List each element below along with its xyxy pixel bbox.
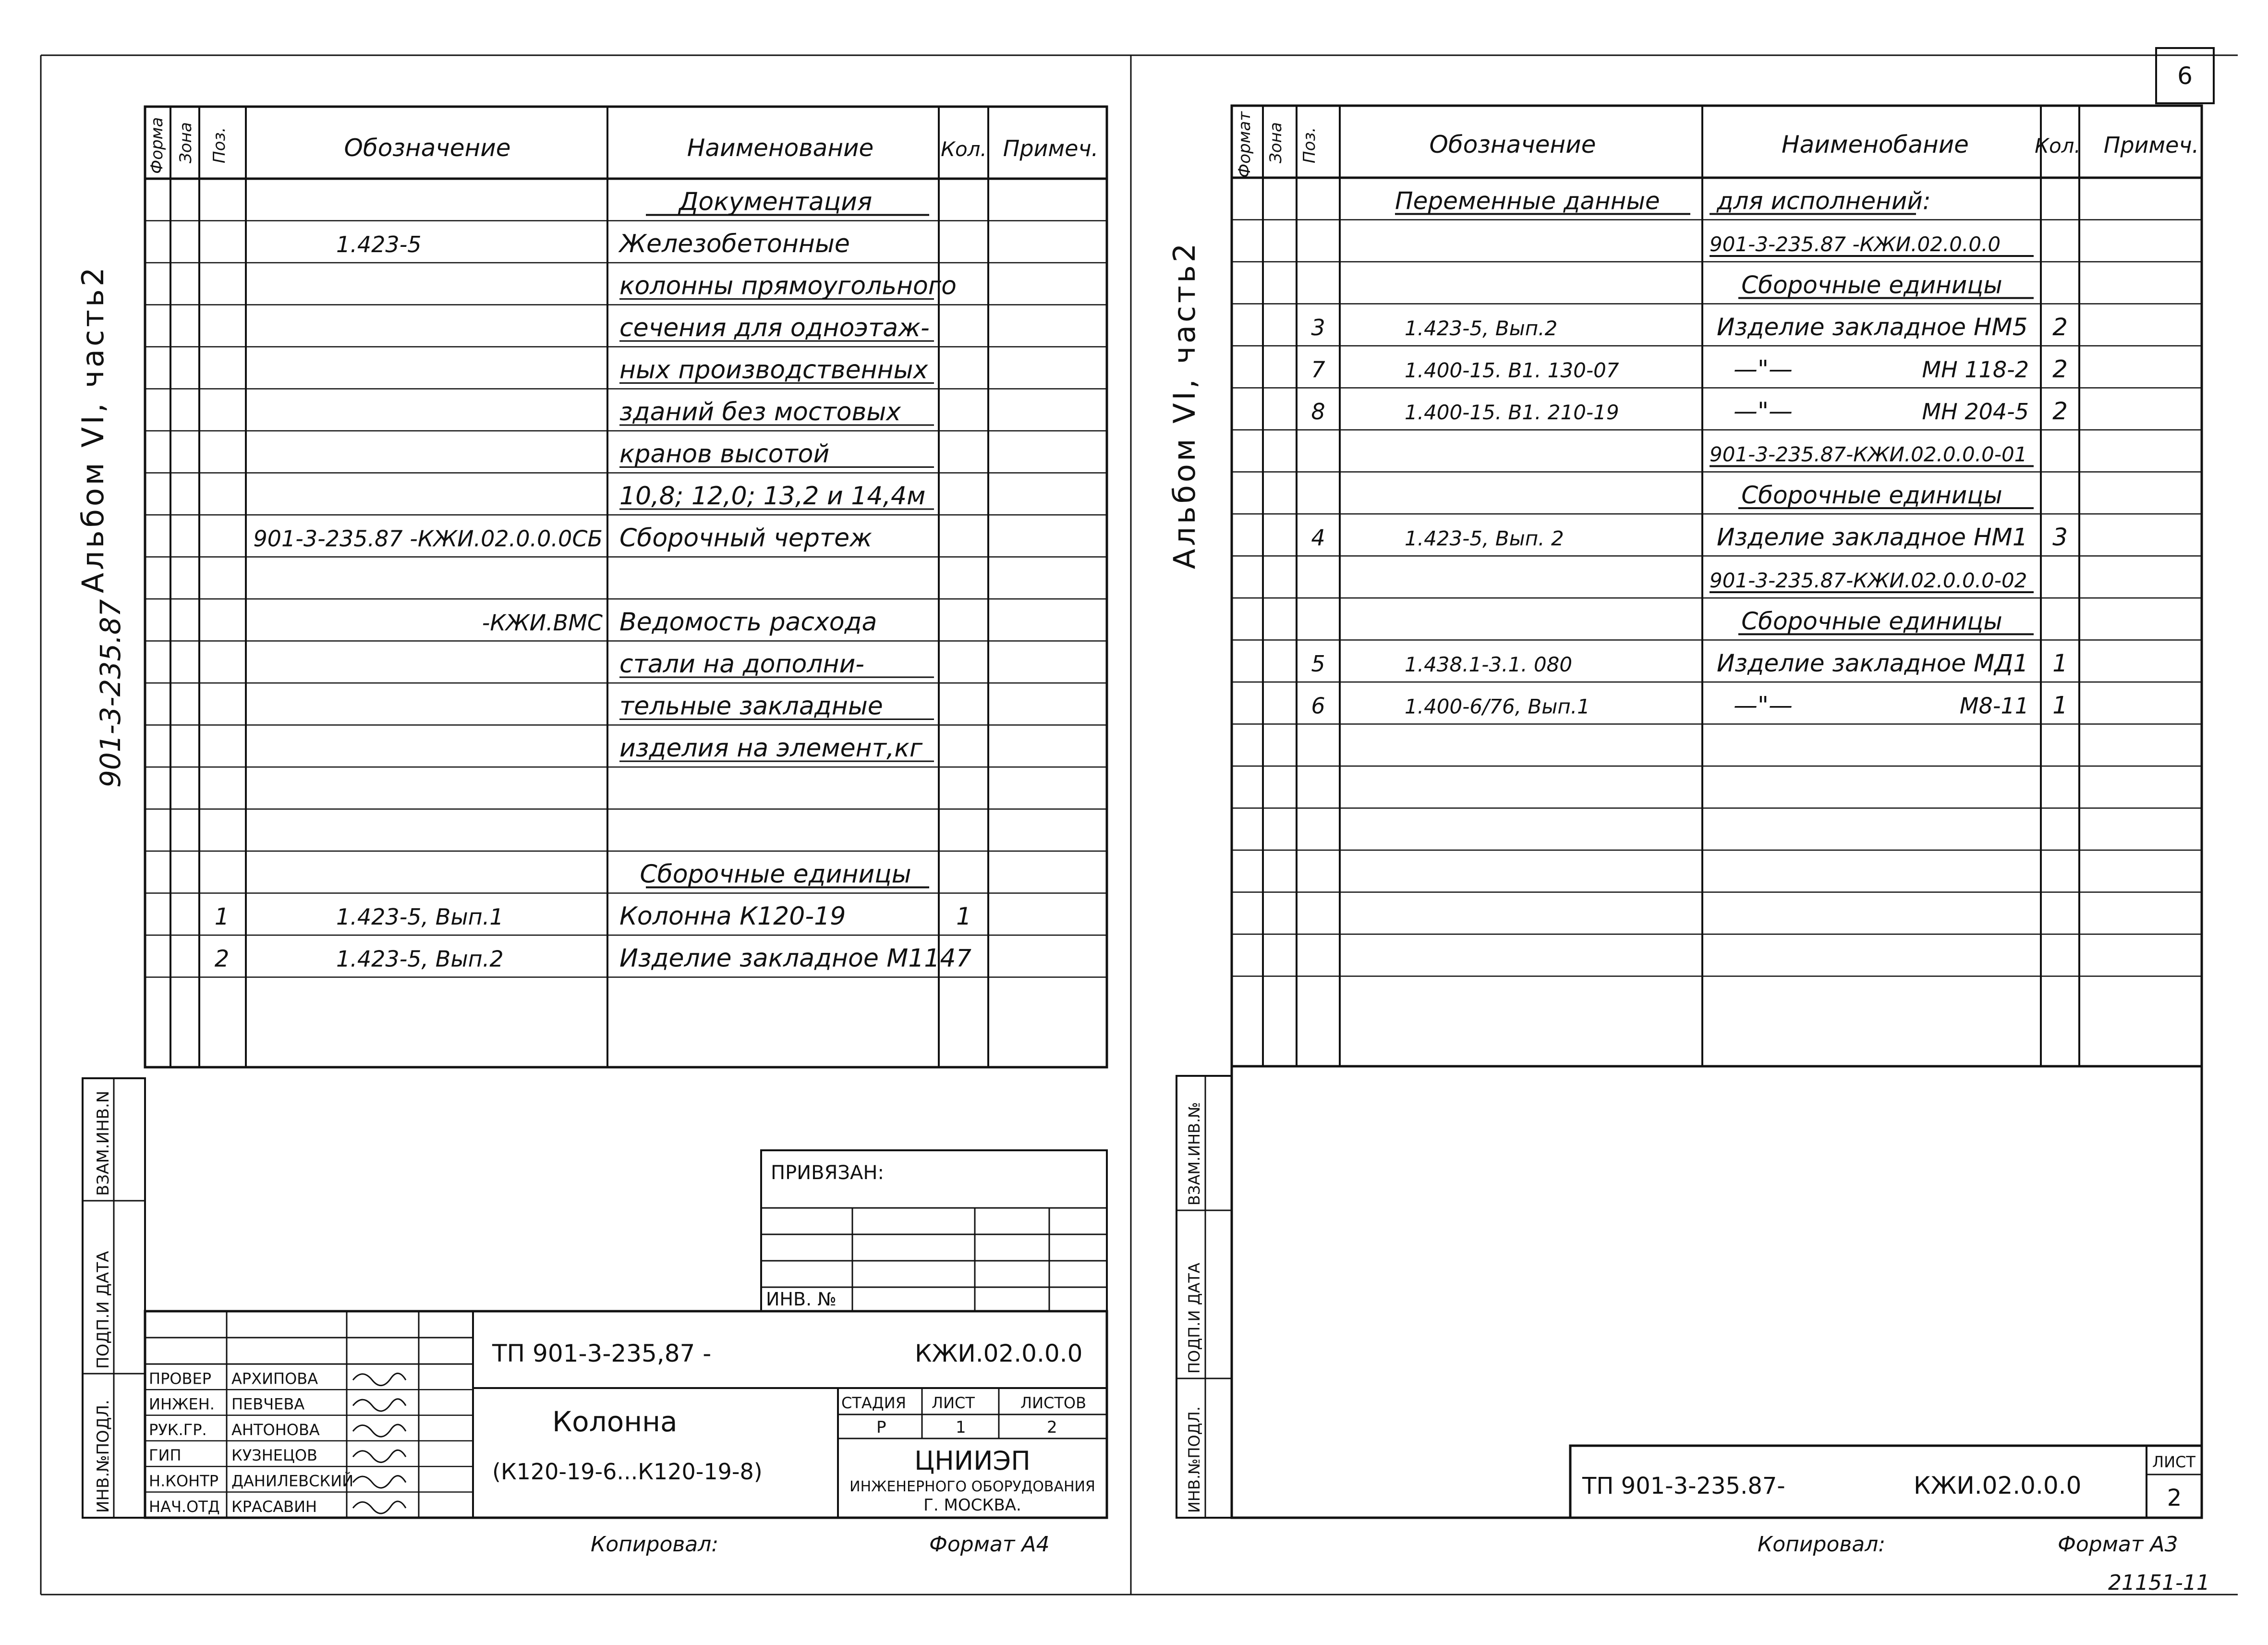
left-row-name: тельные закладные [619,692,883,721]
left-row-name: кранов высотой [619,439,830,469]
right-row-pos: 4 [1311,524,1325,551]
right-row-designation: Переменные данные [1395,187,1660,215]
rheader-format: Формат [1235,111,1254,178]
signature-role: ГИП [149,1446,182,1465]
right-row-name: —"— [1734,355,1793,383]
left-side-stamp [83,1078,145,1518]
left-row-name: ных производственных [619,355,928,385]
left-spec-table [145,107,1107,1067]
right-row-name: Изделие закладное НМ5 [1717,313,2028,341]
left-row-name: стали на дополни- [619,650,865,679]
left-row-qty: 1 [956,902,971,930]
left-row-designation: 1.423-5, Вып.2 [336,946,504,972]
title-sheet: 1 [956,1418,966,1437]
header-name: Наименование [687,134,874,162]
signature-scribble [353,1399,406,1411]
right-title-code: КЖИ.02.0.0.0 [1914,1472,2082,1499]
title-sheet-label: ЛИСТ [932,1394,975,1412]
left-row-name: Изделие закладное М114 [619,944,956,973]
privyazan-inv: ИНВ. № [766,1289,837,1310]
right-row-pos: 3 [1311,315,1325,341]
signature-role: ПРОВЕР [149,1369,212,1388]
right-row-qty: 2 [2052,397,2068,425]
footer-right-format: Формат А3 [2058,1532,2178,1557]
right-row-qty: 1 [2052,691,2068,719]
right-title-sheet: 2 [2167,1485,2182,1511]
right-row-pos: 6 [1311,693,1325,719]
right-row-pos: 8 [1311,399,1325,425]
header-qty: Кол. [941,137,987,161]
right-row-name: Сборочные единицы [1741,481,2002,509]
left-row-designation: 901-3-235.87 -КЖИ.02.0.0.0СБ [253,525,603,552]
right-row-name: Сборочные единицы [1741,607,2002,635]
signature-scribble [353,1373,406,1385]
right-title-sheet-label: ЛИСТ [2152,1453,2195,1471]
left-row-name: Железобетонные [619,230,850,258]
right-margin-album: Альбом VI, часть2 [1167,240,1202,569]
right-row-qty: 1 [2052,649,2068,677]
footer-left-format: Формат А4 [929,1532,1050,1557]
header-format: Форма [147,117,167,174]
signature-scribble [353,1476,406,1488]
title-stage: Р [876,1418,886,1437]
right-row-name: для исполнений: [1717,187,1931,215]
left-row-name: изделия на элемент,кг [619,734,923,763]
right-row-qty: 3 [2052,523,2068,551]
stamp-inv-zam: ВЗАМ.ИНВ.N [94,1090,113,1196]
right-row-name: 901-3-235.87 -КЖИ.02.0.0.0 [1710,232,2001,256]
title-code: КЖИ.02.0.0.0 [915,1340,1083,1367]
title-org2: ИНЖЕНЕРНОГО ОБОРУДОВАНИЯ [849,1478,1095,1495]
left-row-name: Ведомость расхода [619,608,877,637]
left-title-block [145,1311,1107,1518]
rheader-note: Примеч. [2103,132,2199,158]
left-row-name: колонны прямоугольного [619,271,957,301]
left-row-name: Документация [679,187,873,217]
signature-name: ПЕВЧЕВА [231,1395,305,1413]
left-margin-code: 901-3-235.87 [94,599,127,788]
title-product: Колонна [552,1405,678,1438]
right-row-designation: 1.423-5, Вып.2 [1405,317,1558,340]
left-row-name: Сборочный чертеж [619,524,872,553]
left-row-name: Сборочные единицы [640,860,911,889]
right-row-name-right: МН 118-2 [1922,356,2029,383]
right-title-project: ТП 901-3-235.87- [1582,1473,1785,1499]
header-pos: Поз. [210,127,229,163]
rstamp-inv-podl: ИНВ.№ПОДЛ. [1185,1406,1203,1513]
right-row-pos: 7 [1311,356,1325,383]
rheader-zone: Зона [1266,122,1286,163]
right-row-designation: 1.400-15. В1. 210-19 [1405,401,1619,424]
left-row-pos: 2 [214,945,230,973]
left-row-designation: 1.423-5, Вып.1 [336,904,504,930]
right-row-pos: 5 [1311,651,1325,677]
right-spec-table [1232,106,2202,1066]
rheader-designation: Обозначение [1429,131,1596,158]
left-row-name: Колонна К120-19 [619,902,846,931]
title-stage-label: СТАДИЯ [841,1394,906,1412]
rheader-qty: Кол. [2035,134,2081,158]
signature-role: Н.КОНТР [149,1472,219,1490]
footer-right-copied: Копировал: [1758,1532,1886,1557]
rheader-name: Наименобание [1782,131,1969,158]
right-row-designation: 1.423-5, Вып. 2 [1405,526,1564,550]
signature-scribble [353,1501,406,1513]
left-row-name: зданий без мостовых [619,398,901,426]
header-note: Примеч. [1003,135,1099,161]
right-title-strip [1570,1446,2202,1518]
signature-name: АНТОНОВА [231,1420,320,1439]
signature-name: АРХИПОВА [231,1369,318,1388]
header-designation: Обозначение [344,134,511,162]
right-side-stamp [1176,1076,1232,1518]
right-row-name: —"— [1734,691,1793,719]
right-row-name-right: МН 204-5 [1922,399,2029,425]
right-row-name-right: М8-11 [1959,693,2029,719]
left-row-name: сечения для одноэтаж- [619,314,930,342]
title-org3: Г. МОСКВА. [923,1496,1021,1515]
footer-left-copied: Копировал: [591,1532,719,1557]
title-project: ТП 901-3-235,87 - [492,1340,712,1367]
rheader-pos: Поз. [1300,127,1319,163]
stamp-podp: ПОДП.И ДАТА [94,1251,113,1369]
left-row-name: 10,8; 12,0; 13,2 и 14,4м [619,482,926,511]
right-row-name: 901-3-235.87-КЖИ.02.0.0.0-01 [1710,442,2027,466]
right-row-name: Изделие закладное НМ1 [1717,523,2028,551]
signature-scribble [353,1450,406,1462]
right-row-designation: 1.438.1-3.1. 080 [1405,653,1573,676]
signature-role: ИНЖЕН. [149,1395,215,1413]
signature-role: НАЧ.ОТД [149,1497,220,1516]
rstamp-podp: ПОДП.И ДАТА [1185,1263,1203,1374]
right-row-qty: 2 [2052,355,2068,383]
right-row-name: Изделие закладное МД1 [1717,649,2028,677]
right-row-name: 901-3-235.87-КЖИ.02.0.0.0-02 [1710,569,2027,592]
stamp-inv-podl: ИНВ.№ПОДЛ. [94,1400,113,1513]
left-row-designation: 1.423-5 [336,232,422,257]
signature-role: РУК.ГР. [149,1420,207,1439]
footer-right-number: 21151-11 [2108,1571,2210,1595]
signature-name: ДАНИЛЕВСКИЙ [231,1472,354,1490]
title-sheets: 2 [1047,1418,1057,1437]
page-number: 6 [2177,62,2193,90]
title-variants: (К120-19-6...К120-19-8) [492,1459,763,1485]
left-row-pos: 1 [214,903,230,930]
left-row-designation: -КЖИ.ВМС [482,609,603,636]
right-row-qty: 2 [2052,313,2068,341]
left-margin-album: Альбом VI, часть2 [75,264,110,593]
right-row-name: —"— [1734,397,1793,425]
right-row-designation: 1.400-6/76, Вып.1 [1405,695,1590,719]
left-page [75,107,1107,1557]
rstamp-inv-zam: ВЗАМ.ИНВ.№ [1185,1102,1203,1206]
right-row-designation: 1.400-15. В1. 130-07 [1405,358,1619,382]
left-row-qty: 7 [956,944,971,973]
title-sheets-label: ЛИСТОВ [1020,1394,1087,1412]
title-org1: ЦНИИЭП [914,1446,1031,1476]
signature-scribble [353,1425,406,1437]
right-lower-frame [1232,1066,2202,1518]
signature-name: КРАСАВИН [231,1497,317,1516]
privyazan-label: ПРИВЯЗАН: [771,1162,884,1184]
right-page [1167,48,2214,1595]
header-zone: Зона [176,122,195,163]
privyazan-block [761,1150,1107,1311]
signature-name: КУЗНЕЦОВ [231,1446,317,1465]
right-row-name: Сборочные единицы [1741,271,2002,299]
